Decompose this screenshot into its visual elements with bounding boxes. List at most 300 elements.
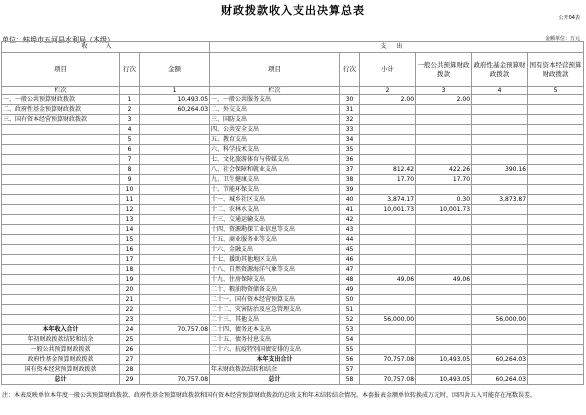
table-row <box>2 155 584 165</box>
expenditure-item: 三、国防支出 <box>210 115 340 125</box>
income-item: 一、一般公共预算财政拨款 <box>2 95 120 105</box>
income-item <box>2 185 120 195</box>
expenditure-line-no: 58 <box>340 375 360 385</box>
general-budget-amount <box>416 245 472 255</box>
income-item <box>2 155 120 165</box>
table-row <box>2 245 584 255</box>
expenditure-item: 八、社会保障和就业支出 <box>210 165 340 175</box>
header-subtotal: 小计 <box>360 53 416 87</box>
general-budget-amount <box>416 345 472 355</box>
income-item <box>2 225 120 235</box>
income-amount <box>140 285 210 295</box>
gov-fund-amount <box>472 215 528 225</box>
income-line-no: 8 <box>120 165 140 175</box>
expenditure-item: 年末财政拨款结转和结余 <box>210 365 340 375</box>
header-gov-fund: 政府性基金预算财政拨款 <box>472 53 528 87</box>
state-capital-amount <box>528 115 584 125</box>
gov-fund-amount: 56,000.00 <box>472 315 528 325</box>
expenditure-line-no: 46 <box>340 255 360 265</box>
table-row <box>2 265 584 275</box>
table-row <box>2 145 584 155</box>
income-amount <box>140 225 210 235</box>
expenditure-item: 二十、粮油物资储备支出 <box>210 285 340 295</box>
income-line-no: 3 <box>120 115 140 125</box>
income-amount <box>140 295 210 305</box>
income-item <box>2 295 120 305</box>
income-line-no: 18 <box>120 265 140 275</box>
table-row <box>2 205 584 215</box>
general-budget-amount <box>416 255 472 265</box>
gov-fund-amount <box>472 235 528 245</box>
general-budget-amount <box>416 125 472 135</box>
table-row <box>2 335 584 345</box>
state-capital-amount <box>528 95 584 105</box>
form-number: 公开04表 <box>558 15 580 21</box>
expenditure-subtotal: 3,874.17 <box>360 195 416 205</box>
state-capital-amount <box>528 185 584 195</box>
income-item: 三、国有资本经营预算财政拨款 <box>2 115 120 125</box>
col-num <box>120 87 140 95</box>
expenditure-item: 十二、农林水支出 <box>210 205 340 215</box>
header-item2: 项目 <box>210 53 340 87</box>
income-item <box>2 305 120 315</box>
expenditure-line-no: 39 <box>340 185 360 195</box>
general-budget-amount <box>416 105 472 115</box>
expenditure-subtotal <box>360 245 416 255</box>
income-line-no: 26 <box>120 345 140 355</box>
expenditure-line-no: 57 <box>340 365 360 375</box>
income-line-no: 22 <box>120 305 140 315</box>
income-line-no: 17 <box>120 255 140 265</box>
gov-fund-amount <box>472 205 528 215</box>
col-num: 2 <box>360 87 416 95</box>
state-capital-amount <box>528 205 584 215</box>
expenditure-line-no: 44 <box>340 235 360 245</box>
header-gen-budget: 一般公共预算财政拨款 <box>416 53 472 87</box>
section-header-row <box>2 42 584 53</box>
income-item <box>2 235 120 245</box>
income-item: 年初财政拨款结转和结余 <box>2 335 120 345</box>
income-line-no: 27 <box>120 355 140 365</box>
state-capital-amount <box>528 225 584 235</box>
state-capital-amount <box>528 255 584 265</box>
gov-fund-amount <box>472 185 528 195</box>
income-amount: 60,264.03 <box>140 105 210 115</box>
income-line-no: 9 <box>120 175 140 185</box>
income-item: 二、政府性基金预算财政拨款 <box>2 105 120 115</box>
col-num: 3 <box>416 87 472 95</box>
column-header-row <box>2 53 584 87</box>
expenditure-item: 十九、住房保障支出 <box>210 275 340 285</box>
expenditure-item: 二十二、灾害防治及应急管理支出 <box>210 305 340 315</box>
expenditure-subtotal <box>360 265 416 275</box>
header-item: 项目 <box>2 53 120 87</box>
expenditure-subtotal <box>360 215 416 225</box>
expenditure-subtotal: 812.42 <box>360 165 416 175</box>
gov-fund-amount <box>472 115 528 125</box>
income-line-no: 11 <box>120 195 140 205</box>
expenditure-subtotal: 17.70 <box>360 175 416 185</box>
expenditure-subtotal <box>360 335 416 345</box>
table-row <box>2 175 584 185</box>
expenditure-line-no: 33 <box>340 125 360 135</box>
general-budget-amount: 10,493.05 <box>416 355 472 365</box>
income-item <box>2 205 120 215</box>
income-item <box>2 245 120 255</box>
expenditure-item: 十五、商业服务业等支出 <box>210 235 340 245</box>
income-line-no: 10 <box>120 185 140 195</box>
income-section-label: 收入 <box>2 42 210 53</box>
income-line-no: 7 <box>120 155 140 165</box>
income-line-no: 1 <box>120 95 140 105</box>
income-amount <box>140 125 210 135</box>
expenditure-subtotal <box>360 365 416 375</box>
state-capital-amount <box>528 215 584 225</box>
general-budget-amount <box>416 265 472 275</box>
expenditure-line-no: 31 <box>340 105 360 115</box>
income-amount <box>140 215 210 225</box>
income-item: 本年收入合计 <box>2 325 120 335</box>
income-line-no: 25 <box>120 335 140 345</box>
expenditure-item: 十七、援助其他地区支出 <box>210 255 340 265</box>
income-amount <box>140 335 210 345</box>
expenditure-item: 十六、金融支出 <box>210 245 340 255</box>
table-row <box>2 115 584 125</box>
income-amount <box>140 205 210 215</box>
state-capital-amount <box>528 175 584 185</box>
general-budget-amount: 2.00 <box>416 95 472 105</box>
general-budget-amount <box>416 185 472 195</box>
reporting-unit: 单位：蚌埠市五河县水利局（本级） <box>2 36 114 44</box>
table-row <box>2 195 584 205</box>
income-line-no: 2 <box>120 105 140 115</box>
table-row <box>2 215 584 225</box>
state-capital-amount <box>528 285 584 295</box>
expenditure-item: 十八、自然资源海洋气象等支出 <box>210 265 340 275</box>
expenditure-line-no: 34 <box>340 135 360 145</box>
state-capital-amount <box>528 195 584 205</box>
income-item <box>2 195 120 205</box>
gov-fund-amount <box>472 285 528 295</box>
expenditure-line-no: 55 <box>340 345 360 355</box>
general-budget-amount <box>416 145 472 155</box>
expenditure-item: 一、一般公共服务支出 <box>210 95 340 105</box>
general-budget-amount: 17.70 <box>416 175 472 185</box>
expenditure-item: 十三、交通运输支出 <box>210 215 340 225</box>
income-amount <box>140 255 210 265</box>
income-amount <box>140 305 210 315</box>
income-line-no: 20 <box>120 285 140 295</box>
expenditure-subtotal: 49.06 <box>360 275 416 285</box>
income-item <box>2 135 120 145</box>
table-row <box>2 345 584 355</box>
expenditure-item: 二十一、国有资本经营预算支出 <box>210 295 340 305</box>
expenditure-line-no: 30 <box>340 95 360 105</box>
expenditure-line-no: 50 <box>340 295 360 305</box>
header-state-capital: 国有资本经营预算财政拨款 <box>528 53 584 87</box>
expenditure-line-no: 49 <box>340 285 360 295</box>
expenditure-line-no: 52 <box>340 315 360 325</box>
table-row <box>2 325 584 335</box>
gov-fund-amount: 390.16 <box>472 165 528 175</box>
col-num: 栏次 <box>2 87 120 95</box>
gov-fund-amount <box>472 95 528 105</box>
income-line-no: 6 <box>120 145 140 155</box>
expenditure-subtotal: 70,757.08 <box>360 375 416 385</box>
col-num: 1 <box>140 87 210 95</box>
income-amount <box>140 275 210 285</box>
expenditure-item: 九、卫生健康支出 <box>210 175 340 185</box>
col-num: 栏次 <box>210 87 340 95</box>
income-amount <box>140 265 210 275</box>
expenditure-line-no: 45 <box>340 245 360 255</box>
state-capital-amount <box>528 245 584 255</box>
table-row <box>2 305 584 315</box>
gov-fund-amount <box>472 255 528 265</box>
income-item <box>2 175 120 185</box>
expenditure-line-no: 38 <box>340 175 360 185</box>
income-item <box>2 215 120 225</box>
expenditure-line-no: 54 <box>340 335 360 345</box>
expenditure-line-no: 56 <box>340 355 360 365</box>
income-item <box>2 275 120 285</box>
expenditure-item: 二十四、债务还本支出 <box>210 325 340 335</box>
expenditure-line-no: 51 <box>340 305 360 315</box>
state-capital-amount <box>528 145 584 155</box>
expenditure-subtotal <box>360 115 416 125</box>
expenditure-subtotal: 2.00 <box>360 95 416 105</box>
expenditure-line-no: 47 <box>340 265 360 275</box>
report-title: 财政拨款收入支出决算总表 <box>221 4 365 17</box>
table-row <box>2 295 584 305</box>
general-budget-amount: 10,493.05 <box>416 375 472 385</box>
table-row <box>2 275 584 285</box>
general-budget-amount <box>416 235 472 245</box>
gov-fund-amount <box>472 295 528 305</box>
income-line-no: 24 <box>120 325 140 335</box>
income-amount <box>140 365 210 375</box>
expenditure-subtotal <box>360 125 416 135</box>
state-capital-amount <box>528 365 584 375</box>
table-row <box>2 185 584 195</box>
state-capital-amount <box>528 305 584 315</box>
expenditure-item: 十、节能环保支出 <box>210 185 340 195</box>
income-amount <box>140 185 210 195</box>
gov-fund-amount <box>472 175 528 185</box>
expenditure-line-no: 43 <box>340 225 360 235</box>
income-amount <box>140 195 210 205</box>
general-budget-amount <box>416 325 472 335</box>
gov-fund-amount: 60,264.03 <box>472 375 528 385</box>
income-item: 总计 <box>2 375 120 385</box>
general-budget-amount <box>416 335 472 345</box>
expenditure-item: 五、教育支出 <box>210 135 340 145</box>
state-capital-amount <box>528 265 584 275</box>
expenditure-line-no: 32 <box>340 115 360 125</box>
table-row <box>2 365 584 375</box>
income-amount: 70,757.08 <box>140 375 210 385</box>
expenditure-item: 十四、资源勘探工业信息等支出 <box>210 225 340 235</box>
expenditure-item: 十一、城乡社区支出 <box>210 195 340 205</box>
gov-fund-amount <box>472 345 528 355</box>
col-num: 5 <box>528 87 584 95</box>
income-line-no: 12 <box>120 205 140 215</box>
header-line: 行次 <box>120 53 140 87</box>
income-amount <box>140 165 210 175</box>
expenditure-subtotal <box>360 155 416 165</box>
column-number-row <box>2 87 584 95</box>
gov-fund-amount <box>472 325 528 335</box>
gov-fund-amount <box>472 145 528 155</box>
state-capital-amount <box>528 275 584 285</box>
expenditure-item: 二十六、抗疫特别国债安排的支出 <box>210 345 340 355</box>
gov-fund-amount <box>472 245 528 255</box>
state-capital-amount <box>528 355 584 365</box>
expenditure-subtotal <box>360 185 416 195</box>
state-capital-amount <box>528 375 584 385</box>
income-line-no: 29 <box>120 375 140 385</box>
income-amount <box>140 135 210 145</box>
income-line-no: 14 <box>120 225 140 235</box>
income-amount: 70,757.08 <box>140 325 210 335</box>
table-row <box>2 255 584 265</box>
general-budget-amount <box>416 225 472 235</box>
gov-fund-amount <box>472 365 528 375</box>
gov-fund-amount <box>472 135 528 145</box>
income-item: 一般公共预算财政拨款 <box>2 345 120 355</box>
table-row <box>2 225 584 235</box>
gov-fund-amount <box>472 105 528 115</box>
state-capital-amount <box>528 125 584 135</box>
expenditure-subtotal <box>360 295 416 305</box>
state-capital-amount <box>528 135 584 145</box>
income-item <box>2 315 120 325</box>
income-item: 国有资本经营预算财政拨款 <box>2 365 120 375</box>
expenditure-item: 二十五、债务付息支出 <box>210 335 340 345</box>
income-item <box>2 125 120 135</box>
income-amount <box>140 345 210 355</box>
expenditure-subtotal <box>360 255 416 265</box>
expenditure-line-no: 42 <box>340 215 360 225</box>
state-capital-amount <box>528 315 584 325</box>
income-line-no: 23 <box>120 315 140 325</box>
table-row <box>2 125 584 135</box>
expenditure-item: 二、外交支出 <box>210 105 340 115</box>
general-budget-amount: 49.06 <box>416 275 472 285</box>
income-item <box>2 265 120 275</box>
gov-fund-amount: 60,264.03 <box>472 355 528 365</box>
income-amount <box>140 115 210 125</box>
general-budget-amount <box>416 295 472 305</box>
income-item: 政府性基金预算财政拨款 <box>2 355 120 365</box>
expenditure-line-no: 48 <box>340 275 360 285</box>
income-line-no: 13 <box>120 215 140 225</box>
col-num: 4 <box>472 87 528 95</box>
income-amount <box>140 145 210 155</box>
income-amount <box>140 245 210 255</box>
income-amount <box>140 175 210 185</box>
income-line-no: 21 <box>120 295 140 305</box>
state-capital-amount <box>528 325 584 335</box>
income-line-no: 19 <box>120 275 140 285</box>
expenditure-item: 本年支出合计 <box>210 355 340 365</box>
expenditure-subtotal <box>360 305 416 315</box>
income-item <box>2 285 120 295</box>
general-budget-amount <box>416 135 472 145</box>
gov-fund-amount <box>472 335 528 345</box>
gov-fund-amount <box>472 125 528 135</box>
table-row <box>2 355 584 365</box>
state-capital-amount <box>528 335 584 345</box>
expenditure-subtotal <box>360 345 416 355</box>
state-capital-amount <box>528 295 584 305</box>
expenditure-subtotal <box>360 285 416 295</box>
income-amount <box>140 155 210 165</box>
general-budget-amount: 10,001.73 <box>416 205 472 215</box>
expenditure-subtotal <box>360 325 416 335</box>
income-line-no: 28 <box>120 365 140 375</box>
income-line-no: 5 <box>120 135 140 145</box>
expenditure-item: 四、公共安全支出 <box>210 125 340 135</box>
general-budget-amount <box>416 215 472 225</box>
expenditure-section-label: 支出 <box>210 42 584 53</box>
expenditure-subtotal <box>360 235 416 245</box>
general-budget-amount <box>416 115 472 125</box>
income-line-no: 4 <box>120 125 140 135</box>
income-line-no: 15 <box>120 235 140 245</box>
expenditure-line-no: 53 <box>340 325 360 335</box>
state-capital-amount <box>528 105 584 115</box>
income-item <box>2 255 120 265</box>
table-row <box>2 165 584 175</box>
expenditure-item: 六、科学技术支出 <box>210 145 340 155</box>
expenditure-subtotal: 70,757.08 <box>360 355 416 365</box>
expenditure-line-no: 36 <box>340 155 360 165</box>
table-row <box>2 285 584 295</box>
expenditure-line-no: 35 <box>340 145 360 155</box>
table-row <box>2 105 584 115</box>
expenditure-item: 七、文化旅游体育与传媒支出 <box>210 155 340 165</box>
gov-fund-amount <box>472 225 528 235</box>
expenditure-subtotal <box>360 145 416 155</box>
gov-fund-amount <box>472 275 528 285</box>
col-num <box>340 87 360 95</box>
expenditure-item: 总计 <box>210 375 340 385</box>
expenditure-subtotal <box>360 135 416 145</box>
income-amount: 10,493.05 <box>140 95 210 105</box>
header-amount: 金额 <box>140 53 210 87</box>
gov-fund-amount <box>472 265 528 275</box>
table-row <box>2 235 584 245</box>
expenditure-subtotal: 10,001.73 <box>360 205 416 215</box>
expenditure-line-no: 40 <box>340 195 360 205</box>
general-budget-amount <box>416 365 472 375</box>
table-row <box>2 95 584 105</box>
state-capital-amount <box>528 155 584 165</box>
income-line-no: 16 <box>120 245 140 255</box>
table-row <box>2 135 584 145</box>
gov-fund-amount: 3,873.87 <box>472 195 528 205</box>
money-unit: 金额单位：万元 <box>544 36 580 42</box>
state-capital-amount <box>528 165 584 175</box>
state-capital-amount <box>528 345 584 355</box>
expenditure-line-no: 41 <box>340 205 360 215</box>
general-budget-amount: 422.26 <box>416 165 472 175</box>
header-line2: 行次 <box>340 53 360 87</box>
expenditure-item: 二十三、其他支出 <box>210 315 340 325</box>
finance-table <box>1 41 584 385</box>
general-budget-amount <box>416 285 472 295</box>
